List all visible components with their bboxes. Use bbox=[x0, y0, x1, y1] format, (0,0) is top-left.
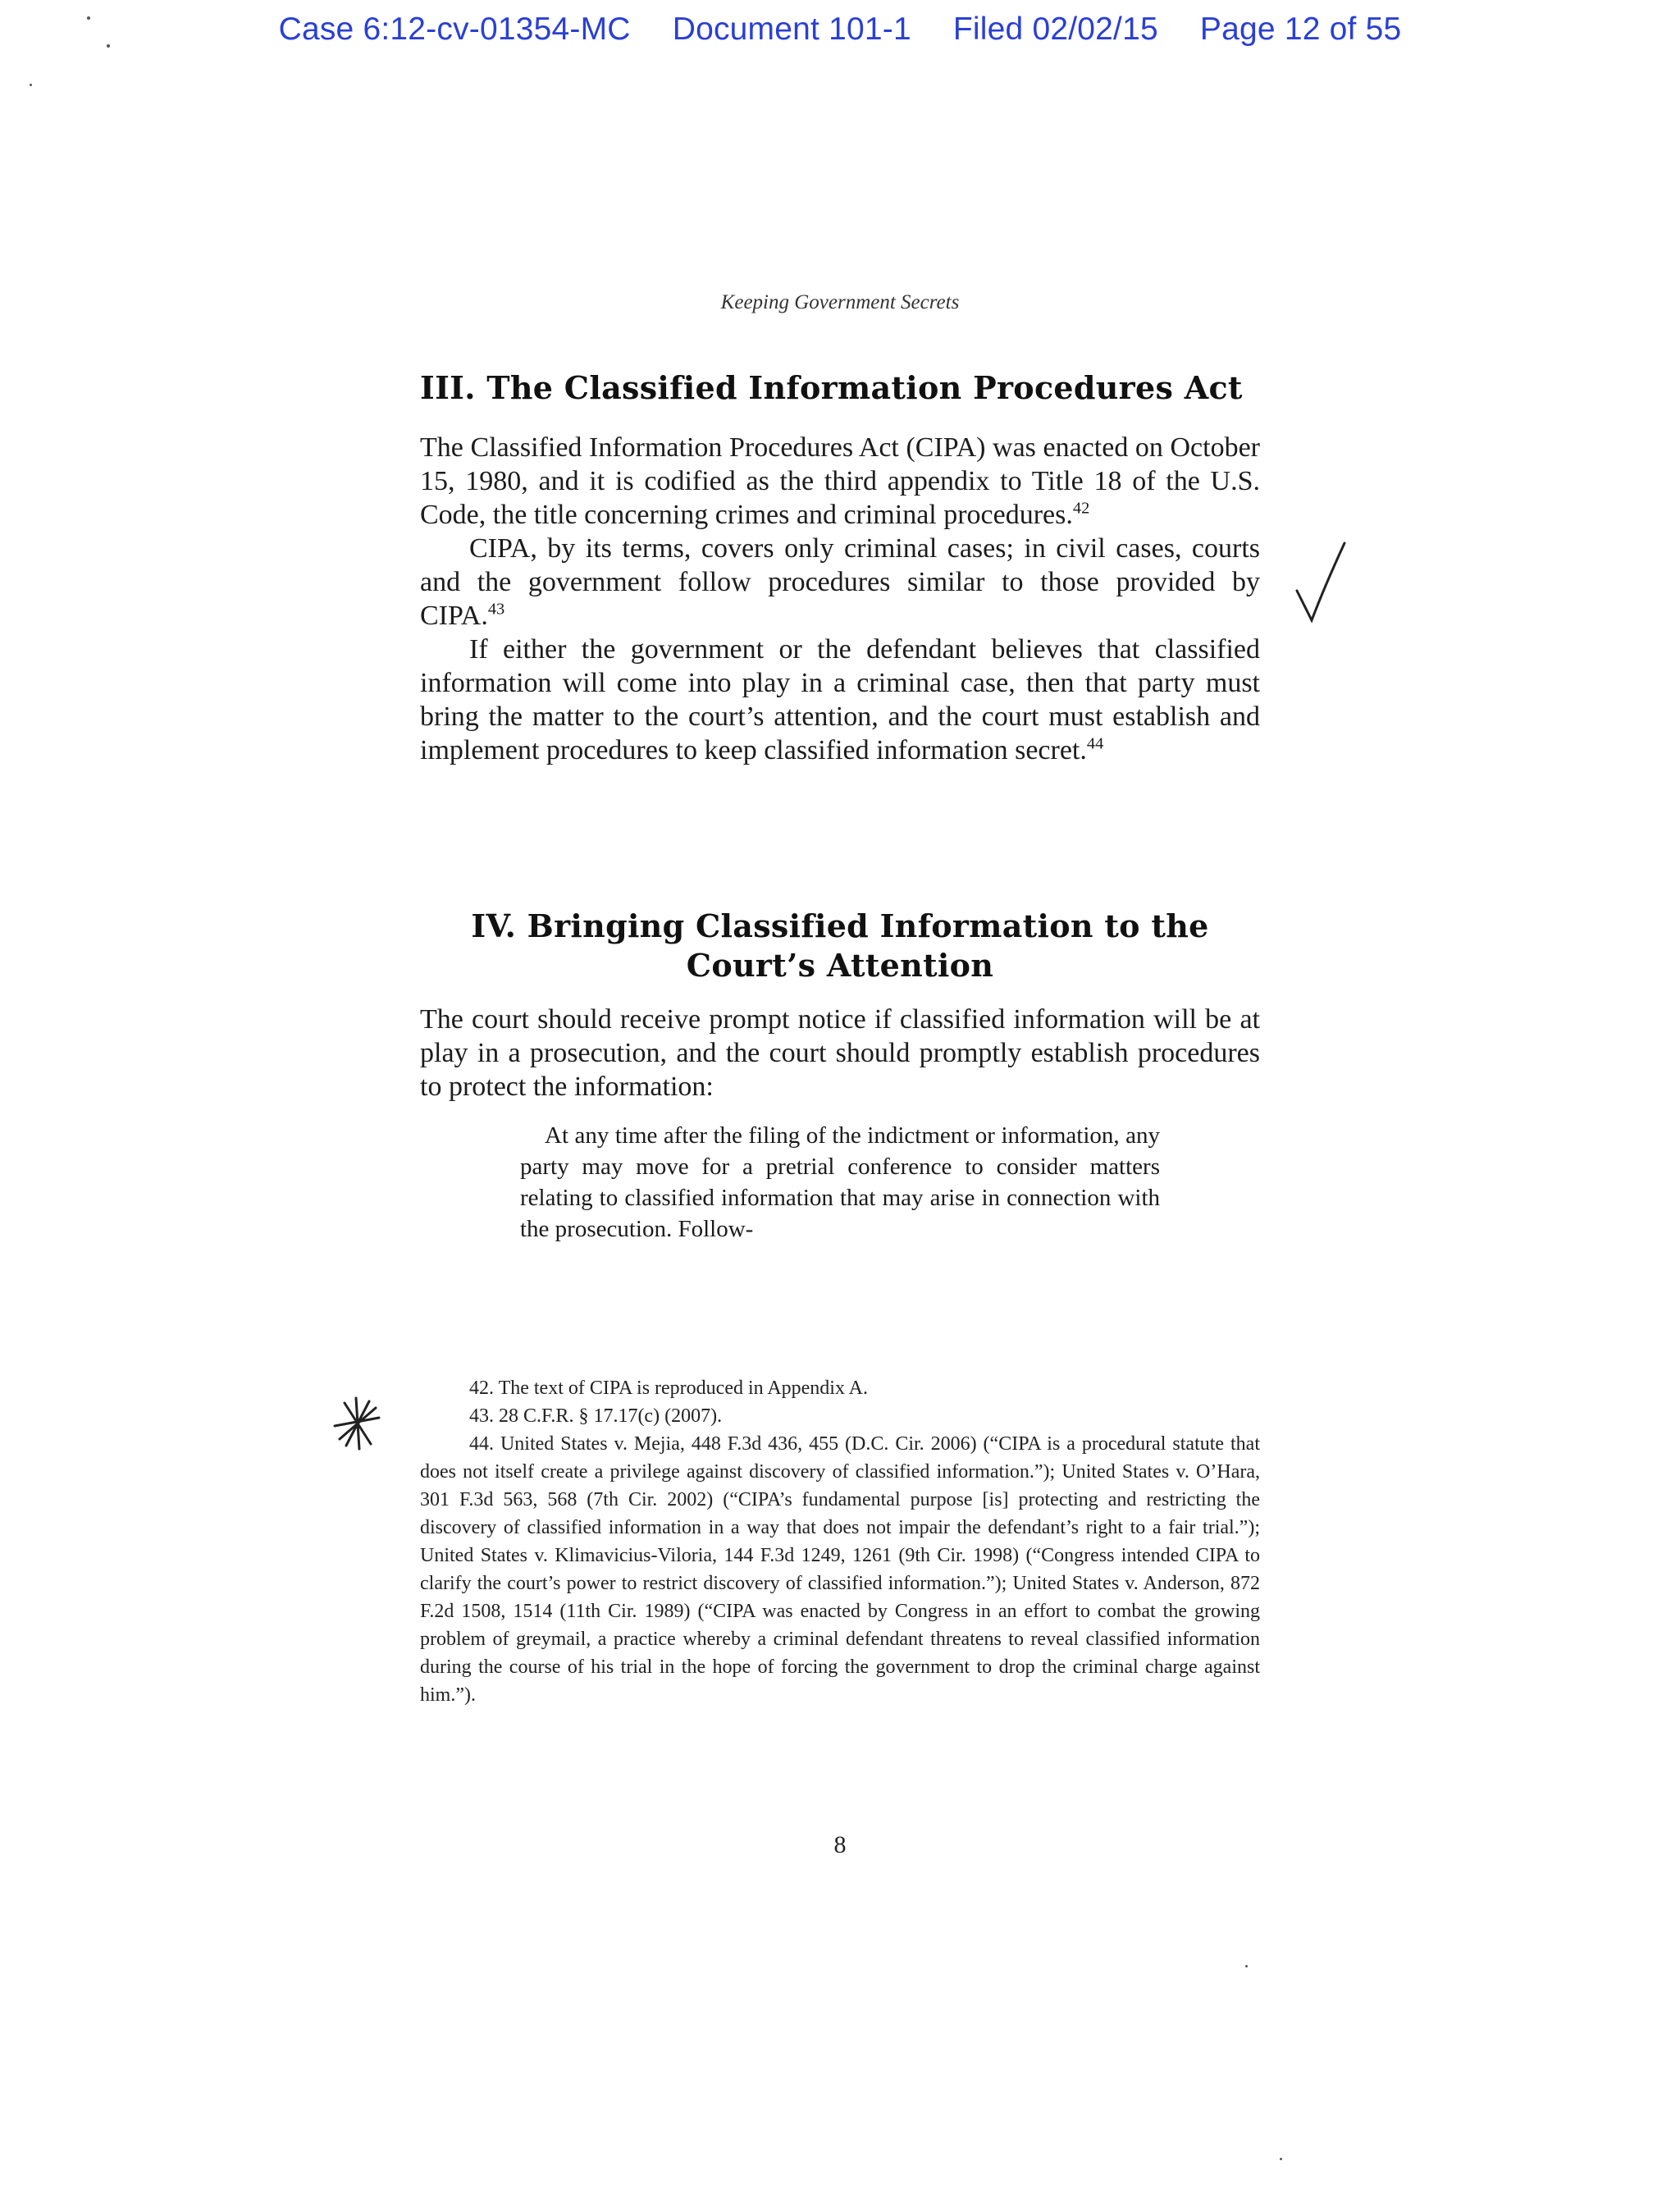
block-quote: At any time after the filing of the indictment or information, any party may move for a pretrial conference to consider matters relating to classified information that may arise in connection with the prosecution. Follow- bbox=[520, 1122, 1160, 1242]
footnote-43: 43. 28 C.F.R. § 17.17(c) (2007). bbox=[469, 1405, 723, 1427]
scan-speck bbox=[87, 16, 90, 20]
case-header bbox=[0, 11, 1680, 48]
section-3-body bbox=[420, 431, 1260, 767]
section-4-body bbox=[420, 1003, 1260, 1104]
running-head: Keeping Government Secrets bbox=[720, 291, 960, 313]
footnote-42: 42. The text of CIPA is reproduced in Appendix A. bbox=[469, 1378, 868, 1399]
paragraph: CIPA, by its terms, covers only criminal cases; in civil cases, courts and the government follow procedures similar to those provided by CIPA.$^{43}$ bbox=[420, 533, 1260, 631]
case-number: Case 6:12-cv-01354-MC bbox=[278, 11, 631, 47]
page-of-total: Page 12 of 55 bbox=[1199, 11, 1402, 47]
footnote-ref[interactable]: 43 bbox=[487, 600, 505, 619]
handwritten-checkmark-icon bbox=[1292, 540, 1349, 630]
paragraph: The court should receive prompt notice if classified information will be at play in a prosecution, and the court should promptly establish procedures to protect the information: bbox=[420, 1004, 1260, 1102]
document-number: Document 101-1 bbox=[672, 11, 911, 47]
footnote-44: 44. United States v. Mejia, 448 F.3d 436, 455 (D.C. Cir. 2006) (“CIPA is a procedural statute that does not itself create a privilege against discovery of classified information.”); United States v. O’Hara, 301 F.3d 563, 568 (7th Cir. 2002) (“CIPA’s fundamental purpose [is] protecting and restricting the discovery of classified information in a way that does not impair the defendant’s right to a fair trial.”); United States v. Klimavicius-Viloria, 144 F.3d 1249, 1261 (9th Cir. 1998) (“Congress intended CIPA to clarify the court’s power to restrict discovery of classified information.”); United States v. Anderson, 872 F.2d 1508, 1514 (11th Cir. 1989) (“CIPA was enacted by Congress in an effort to combat the growing problem of greymail, a practice whereby a criminal defendant threatens to reveal classified information during the course of his trial in the hope of forcing the government to drop the criminal charge against him.”). bbox=[420, 1433, 1260, 1706]
filed-date: Filed 02/02/15 bbox=[952, 11, 1158, 47]
scan-speck bbox=[107, 44, 110, 48]
scan-speck bbox=[1280, 2158, 1282, 2160]
scan-speck bbox=[30, 84, 32, 86]
section-3-heading: III. The Classified Information Procedures Act bbox=[420, 369, 1243, 406]
footnotes bbox=[420, 1374, 1260, 1709]
section-4-heading: IV. Bringing Classified Information to the Court’s Attention bbox=[471, 907, 1209, 984]
footnote-ref[interactable]: 44 bbox=[1086, 734, 1104, 753]
paragraph: The Classified Information Procedures Act (CIPA) was enacted on October 15, 1980, and it is codified as the third appendix to Title 18 of the U.S. Code, the title concerning crimes and criminal procedures.$^{42}$ bbox=[420, 432, 1260, 530]
handwritten-star-icon bbox=[328, 1395, 386, 1452]
scan-speck bbox=[1245, 1965, 1248, 1967]
footnote-ref[interactable]: 42 bbox=[1072, 499, 1090, 518]
page-number: 8 bbox=[833, 1831, 847, 1858]
paragraph: If either the government or the defendant believes that classified information will come into play in a criminal case, then that party must bring the matter to the court’s attention, and the court must establish and implement procedures to keep classified information secret.$^{44}$ bbox=[420, 634, 1260, 765]
